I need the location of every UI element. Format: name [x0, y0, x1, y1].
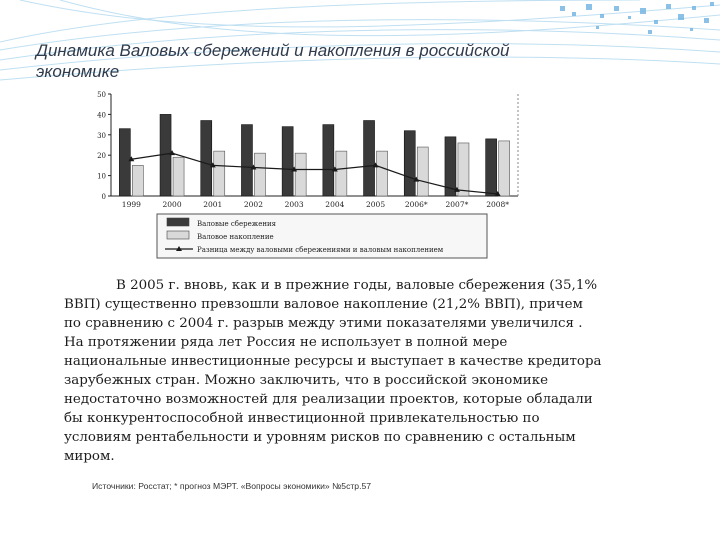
x-tick-label: 2002: [243, 200, 263, 209]
bar-accumulation: [417, 147, 428, 196]
legend-label-gap: Разница между валовыми сбережениями и валовым накоплением: [197, 246, 444, 254]
bar-savings: [282, 127, 293, 196]
x-tick-label: 1999: [121, 200, 141, 209]
x-tick-label: 2004: [325, 200, 345, 209]
x-tick-label: 2006*: [404, 200, 428, 209]
bar-accumulation: [336, 151, 347, 196]
gap-line: [131, 153, 497, 194]
x-tick-label: 2000: [162, 200, 182, 209]
source-note: Источники: Росстат; * прогноз МЭРТ. «Вопросы экономики» №5стр.57: [92, 481, 372, 491]
bar-accumulation: [295, 153, 306, 196]
bar-accumulation: [254, 153, 265, 196]
bar-accumulation: [377, 151, 388, 196]
y-tick-label: 30: [97, 131, 106, 140]
bar-accumulation: [499, 141, 510, 196]
legend-label-savings: Валовые сбережения: [197, 220, 277, 228]
bar-savings: [119, 129, 130, 196]
body-paragraph: В 2005 г. вновь, как и в прежние годы, валовые сбережения (35,1% ВВП) существенно превзошли валовое накопление (21,2% ВВП), причем по сравнению с 2004 г. разрыв между этими показателями увеличился . На протяжении ряда лет Россия не использует в полной мере национальные инвестиционные ресурсы и выступает в качестве кредитора зарубежных стран. Можно заключить, что в российской экономике недостаточно возможностей для реализации проектов, которые обладали бы конкурентоспособной инвестиционной привлекательностью по условиям рентабельности и уровням рисков по сравнению с остальным миром.: [64, 278, 602, 464]
bar-savings: [486, 139, 497, 196]
x-tick-label: 2005: [366, 200, 386, 209]
y-tick-label: 50: [97, 91, 106, 99]
slide-title: Динамика Валовых сбережений и накопления в российской экономике: [36, 41, 510, 81]
x-tick-label: 2008*: [486, 200, 510, 209]
bar-accumulation: [214, 151, 225, 196]
bar-accumulation: [458, 143, 469, 196]
bar-line-chart: [93, 86, 533, 264]
y-tick-label: 10: [97, 172, 106, 181]
x-tick-label: 2001: [203, 200, 223, 209]
x-tick-labels: [122, 200, 510, 209]
bar-accumulation: [173, 157, 184, 196]
legend-swatch-accumulation: [167, 231, 189, 239]
y-tick-label: 20: [97, 152, 106, 161]
y-tick-label: 0: [101, 193, 106, 201]
legend-swatch-savings: [167, 218, 189, 226]
chart-legend: [157, 214, 487, 258]
legend-label-accumulation: Валовое накопление: [197, 233, 274, 241]
bar-savings: [201, 121, 212, 196]
bar-accumulation: [132, 165, 143, 196]
bar-savings: [323, 125, 334, 196]
y-tick-label: 40: [97, 111, 106, 120]
y-tick-labels: [97, 91, 111, 201]
bar-savings: [364, 121, 375, 196]
chart-axes: [111, 94, 518, 196]
bar-savings: [404, 131, 415, 196]
x-tick-label: 2007*: [445, 200, 469, 209]
bar-savings: [241, 125, 252, 196]
x-tick-label: 2003: [284, 200, 304, 209]
